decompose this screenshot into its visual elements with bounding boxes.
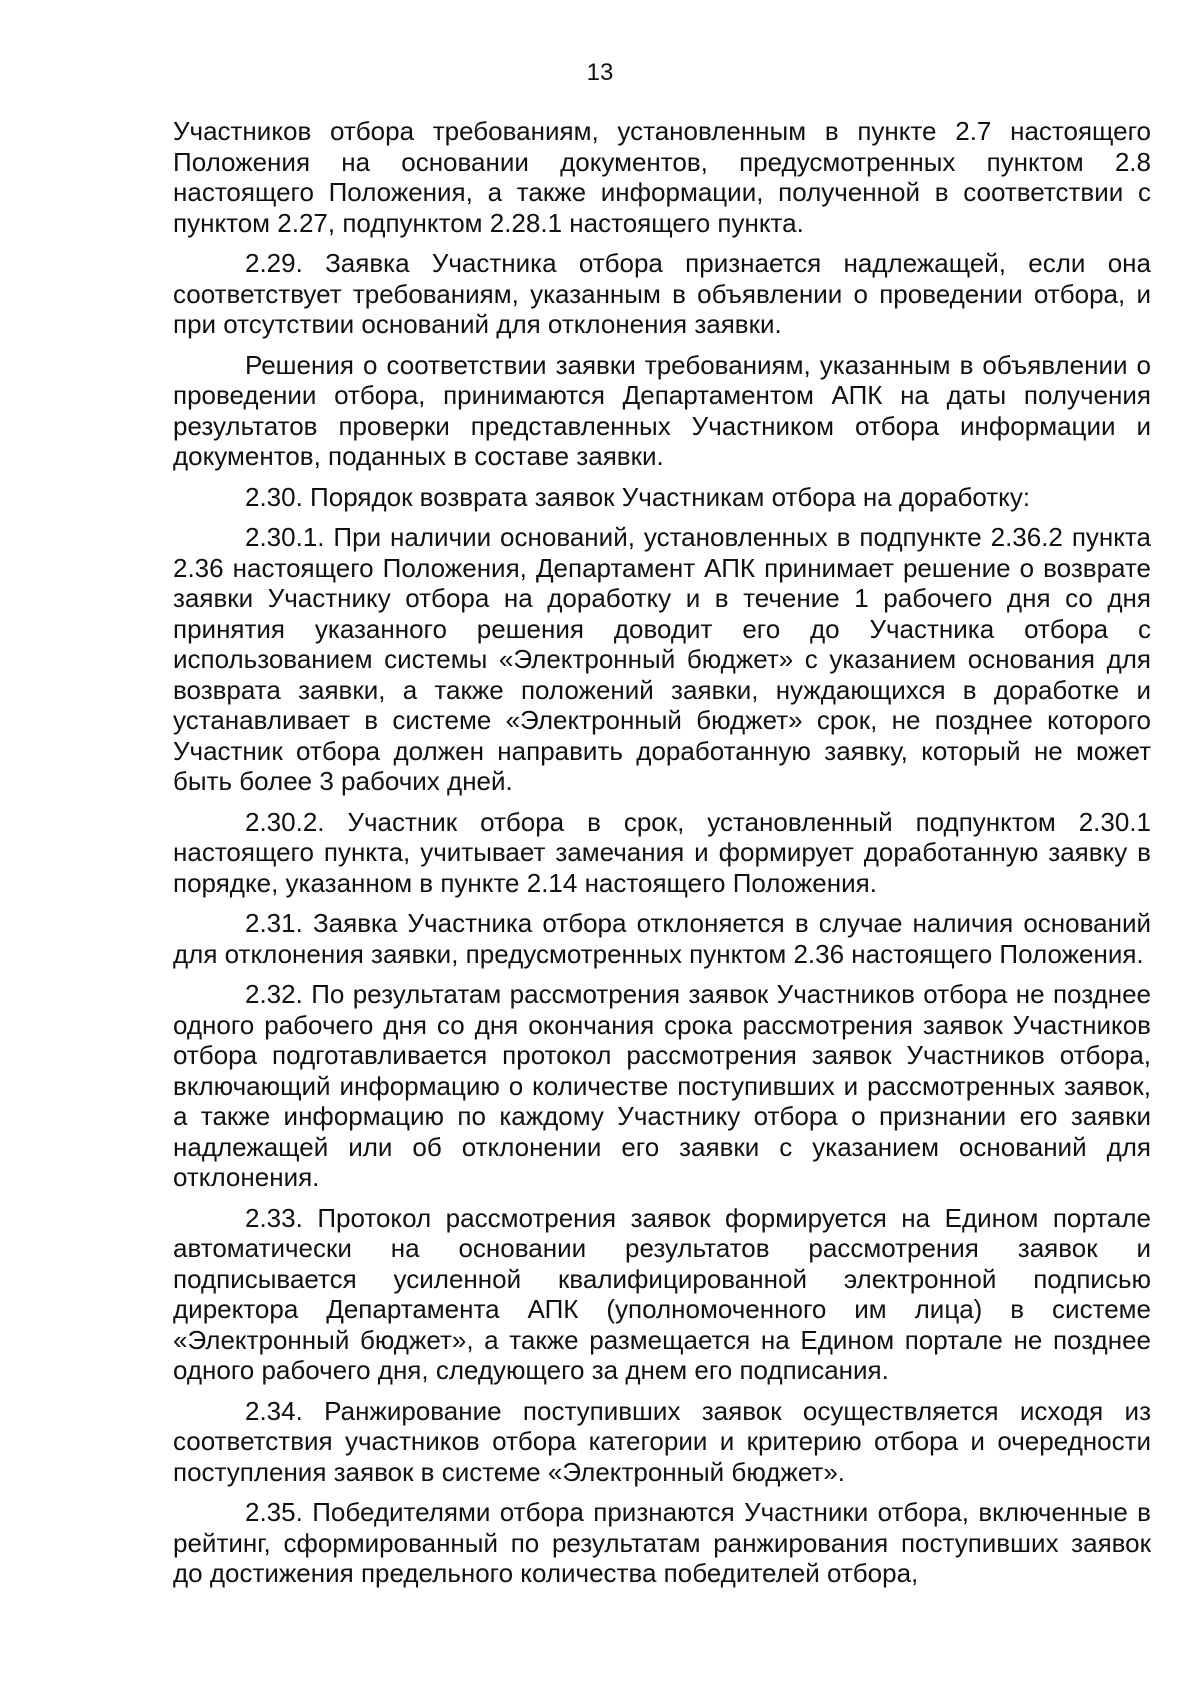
document-body [173, 116, 1151, 1599]
paragraph-2-30-1: 2.30.1. При наличии оснований, установленных в подпункте 2.36.2 пункта 2.36 настоящего Положения, Департамент АПК принимает решение о возврате заявки Участнику отбора на доработку и в течение 1 рабочего дня со дня принятия указанного решения доводит его до Участника отбора с использованием системы «Электронный бюджет» с указанием основания для возврата заявки, а также положений заявки, нуждающихся в доработке и устанавливает в системе «Электронный бюджет» срок, не позднее которого Участник отбора должен направить доработанную заявку, который не может быть более 3 рабочих дней. [173, 522, 1151, 796]
paragraph-2-32: 2.32. По результатам рассмотрения заявок Участников отбора не позднее одного рабочего дня со дня окончания срока рассмотрения заявок Участников отбора подготавливается протокол рассмотрения заявок Участников отбора, включающий информацию о количестве поступивших и рассмотренных заявок, а также информацию по каждому Участнику отбора о признании его заявки надлежащей или об отклонении его заявки с указанием оснований для отклонения. [173, 979, 1151, 1192]
paragraph-decisions: Решения о соответствии заявки требованиям, указанным в объявлении о проведении отбора, принимаются Департаментом АПК на даты получения результатов проверки представленных Участником отбора информации и документов, поданных в составе заявки. [173, 349, 1151, 471]
paragraph-2-31: 2.31. Заявка Участника отбора отклоняется в случае наличия оснований для отклонения заявки, предусмотренных пунктом 2.36 настоящего Положения. [173, 908, 1151, 969]
paragraph-2-33: 2.33. Протокол рассмотрения заявок формируется на Едином портале автоматически на основании результатов рассмотрения заявок и подписывается усиленной квалифицированной электронной подписью директора Департамента АПК (уполномоченного им лица) в системе «Электронный бюджет», а также размещается на Едином портале не позднее одного рабочего дня, следующего за днем его подписания. [173, 1202, 1151, 1385]
page-number: 13 [586, 59, 614, 86]
paragraph-continuation: Участников отбора требованиям, установленным в пункте 2.7 настоящего Положения на основании документов, предусмотренных пунктом 2.8 настоящего Положения, а также информации, полученной в соответствии с пунктом 2.27, подпунктом 2.28.1 настоящего пункта. [173, 116, 1151, 238]
paragraph-2-34: 2.34. Ранжирование поступивших заявок осуществляется исходя из соответствия участников отбора категории и критерию отбора и очередности поступления заявок в системе «Электронный бюджет». [173, 1395, 1151, 1487]
paragraph-2-30-2: 2.30.2. Участник отбора в срок, установленный подпунктом 2.30.1 настоящего пункта, учитывает замечания и формирует доработанную заявку в порядке, указанном в пункте 2.14 настоящего Положения. [173, 806, 1151, 898]
paragraph-2-29: 2.29. Заявка Участника отбора признается надлежащей, если она соответствует требованиям, указанным в объявлении о проведении отбора, и при отсутствии оснований для отклонения заявки. [173, 248, 1151, 339]
paragraph-2-30: 2.30. Порядок возврата заявок Участникам отбора на доработку: [245, 481, 1031, 512]
paragraph-2-35: 2.35. Победителями отбора признаются Участники отбора, включенные в рейтинг, сформированный по результатам ранжирования поступивших заявок до достижения предельного количества победителей отбора, [173, 1497, 1151, 1588]
